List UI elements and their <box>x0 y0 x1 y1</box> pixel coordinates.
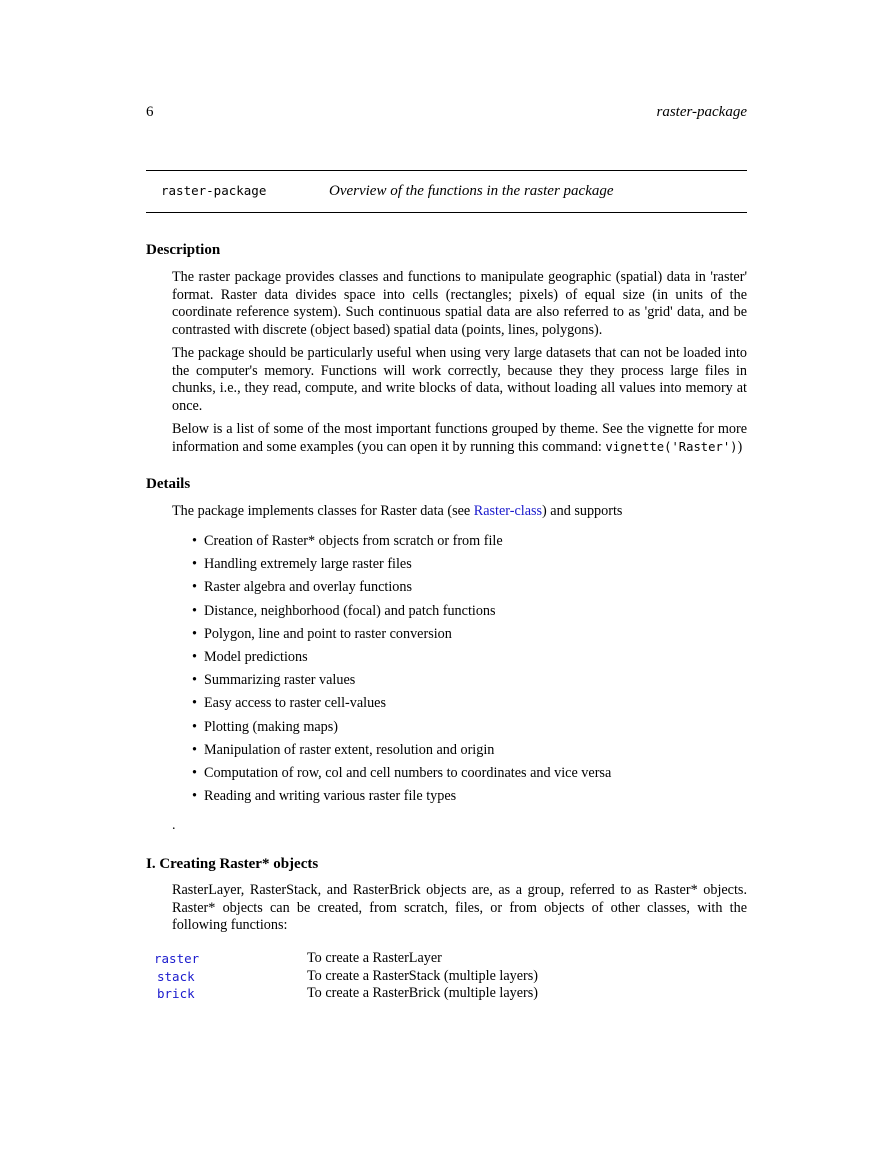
bullet-icon: • <box>192 764 197 781</box>
raster-function-link[interactable]: raster <box>154 951 200 966</box>
function-description: To create a RasterLayer <box>307 950 442 966</box>
creating-raster-heading: I. Creating Raster* objects <box>146 856 319 872</box>
bullet-icon: • <box>192 602 197 619</box>
function-description: To create a RasterStack (multiple layers) <box>307 967 539 984</box>
details-intro <box>172 503 747 521</box>
list-item: • Polygon, line and point to raster conversion <box>192 625 452 642</box>
list-item: • Handling extremely large raster files <box>192 556 412 573</box>
bullet-icon: • <box>192 648 197 665</box>
list-item: • Easy access to raster cell-values <box>192 695 386 712</box>
bullet-icon: • <box>192 695 197 712</box>
topic-description: Overview of the functions in the raster package <box>329 183 614 199</box>
brick-function-link[interactable]: brick <box>157 986 195 1001</box>
topic-name: raster-package <box>161 183 267 198</box>
topic-title-box <box>146 170 747 213</box>
list-item: • Plotting (making maps) <box>192 718 338 735</box>
list-item: • Computation of row, col and cell numbers to coordinates and vice versa <box>192 764 612 781</box>
bullet-icon: • <box>192 741 197 758</box>
list-item: • Summarizing raster values <box>192 672 356 689</box>
description-paragraph-3 <box>172 421 747 456</box>
table-row <box>154 985 714 1003</box>
bullet-icon: • <box>192 579 197 596</box>
stack-function-link[interactable]: stack <box>157 968 195 984</box>
running-header <box>146 102 747 122</box>
details-heading: Details <box>146 476 191 492</box>
page-number: 6 <box>146 104 154 120</box>
table-row <box>154 950 714 968</box>
vignette-command: vignette('Raster') <box>605 439 738 454</box>
trailing-dot: . <box>172 818 176 833</box>
function-table <box>154 950 714 1003</box>
description-heading: Description <box>146 242 221 258</box>
list-item: • Creation of Raster* objects from scratch or from file <box>192 533 503 549</box>
raster-class-link[interactable]: Raster-class <box>473 503 543 519</box>
bullet-icon: • <box>192 625 197 642</box>
details-intro-before: The package implements classes for Raster data (see <box>172 503 474 519</box>
table-row <box>154 968 714 986</box>
creating-raster-paragraph: RasterLayer, RasterStack, and RasterBrick objects are, as a group, referred to as Raster* objects. Raster* objects can be created, from scratch, files, or from objects of other classes, with the following functions: <box>172 882 747 933</box>
features-list <box>192 531 732 809</box>
description-paragraph-2: The package should be particularly useful when using very large datasets that can not be loaded into the computer's memory. Functions will work correctly, because they they process large files in chunks, i.e., they read, compute, and write blocks of data, without loading all values into memory at once. <box>172 345 747 414</box>
description-paragraph-3-end: ) <box>737 438 743 455</box>
bullet-icon: • <box>192 556 197 573</box>
details-intro-after: ) and supports <box>542 503 623 519</box>
bullet-icon: • <box>192 672 197 689</box>
description-paragraph-3-text: Below is a list of some of the most important functions grouped by theme. See the vignette for more information and some examples (you can open it by running this command: <box>172 421 747 455</box>
document-page <box>146 0 747 1155</box>
function-description: To create a RasterBrick (multiple layers) <box>307 985 539 1001</box>
list-item: • Raster algebra and overlay functions <box>192 579 413 596</box>
running-header-title: raster-package <box>656 104 747 120</box>
list-item: • Model predictions <box>192 648 308 665</box>
list-item: • Manipulation of raster extent, resolution and origin <box>192 741 495 758</box>
bullet-icon: • <box>192 718 197 735</box>
list-item: • Distance, neighborhood (focal) and patch functions <box>192 602 496 619</box>
bullet-icon: • <box>192 533 197 549</box>
bullet-icon: • <box>192 788 197 805</box>
list-item: • Reading and writing various raster file types <box>192 788 457 805</box>
description-paragraph-1: The raster package provides classes and functions to manipulate geographic (spatial) data in 'raster' format. Raster data divides space into cells (rectangles; pixels) of equal size (in units of the coordinate reference system). Such continuous spatial data are also referred to as 'grid' data, and be contrasted with discrete (object based) spatial data (points, lines, polygons). <box>172 269 747 338</box>
